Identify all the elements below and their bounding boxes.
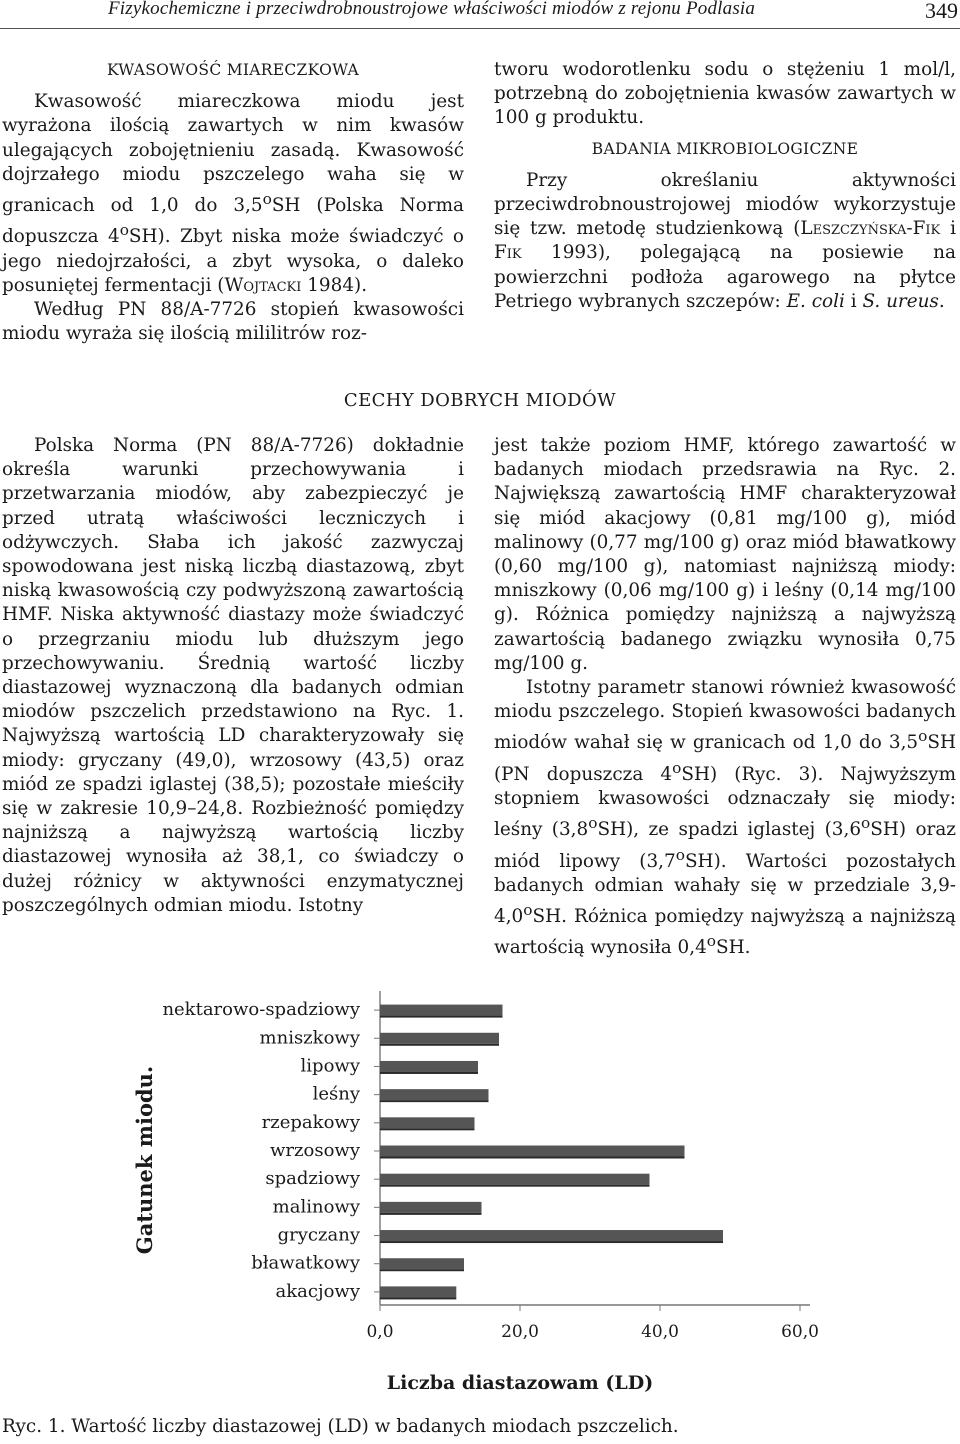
bar-shadow: [380, 1016, 503, 1018]
bar: [380, 1033, 499, 1044]
x-axis-title: Liczba diastazowam (LD): [386, 1372, 654, 1394]
x-tick-label: 60,0: [781, 1322, 819, 1342]
bar-shadow: [380, 1297, 456, 1299]
header-rule: [0, 28, 960, 29]
citation: Leszczyńska-Fik: [800, 218, 941, 240]
bar: [380, 1089, 489, 1100]
bar-shadow: [380, 1213, 482, 1215]
paragraph-kwasowosc-wyniki: Istotny parametr stanowi również kwasowość miodu pszczelego. Stopień kwasowości badanych miodów wahał się w granicach od 1,0 do 3,5$^o$SH (PN dopuszcza 4$^o$SH) (Ryc. 3). Najwyższym stopniem kwasowości odznaczały się miody: leśny (3,8$^o$SH), ze spadzi iglastej (3,6$^o$SH) oraz miód lipowy (3,7$^o$SH). Wartości pozostałych badanych odmian wahały się w przedziale 3,9-4,0$^o$SH. Różnica pomiędzy najwyższą a najniższą wartością wynosiła 0,4$^o$SH.: [494, 677, 957, 959]
figure-caption: Ryc. 1. Wartość liczby diastazowej (LD) w badanych miodach pszczelich.: [2, 1416, 679, 1437]
bar: [380, 1005, 503, 1016]
bar-shadow: [380, 1269, 464, 1271]
page-number: 349: [925, 0, 958, 23]
category-label: bławatkowy: [251, 1252, 360, 1274]
running-header-title: Fizykochemiczne i przeciwdrobnoustrojowe właściwości miodów z rejonu Podlasia: [108, 0, 756, 19]
bar-shadow: [380, 1044, 499, 1046]
category-label: wrzosowy: [270, 1140, 360, 1161]
x-tick-label: 0,0: [366, 1322, 394, 1342]
paragraph-continuation: tworu wodorotlenku sodu o stężeniu 1 mol/l, potrzebną do zobojętnienia kwasów zawartych w 100 g produktu.: [494, 59, 956, 129]
section-heading-cechy: CECHY DOBRYCH MIODÓW: [343, 390, 617, 411]
section-heading-kwasowosc: KWASOWOŚĆ MIARECZKOWA: [106, 61, 360, 79]
category-label: mniszkowy: [259, 1027, 360, 1049]
category-label: nektarowo-spadziowy: [162, 999, 360, 1021]
species-name: S. ureus: [862, 290, 939, 312]
top-right-column: [494, 58, 956, 314]
mid-left-column: [2, 434, 464, 918]
bar: [380, 1146, 685, 1157]
y-axis-title: Gatunek miodu.: [132, 1065, 157, 1255]
bar-shadow: [380, 1100, 489, 1102]
paragraph-mikrobiologiczne: Przy określaniu aktywności przeciwdrobnoustrojowej miodów wykorzystuje się tzw. metodę studzienkową (Leszczyńska-Fik i Fik 1993), polegającą na posiewie na powierzchni podłoża agarowego na płytce Petriego wybranych szczepów: E. coli i S. ureus.: [494, 169, 956, 312]
section-heading-mikrobiologiczne: BADANIA MIKROBIOLOGICZNE: [591, 139, 859, 158]
diastase-bar-chart: [0, 975, 960, 1405]
bar-shadow: [380, 1157, 685, 1159]
category-label: rzepakowy: [261, 1111, 360, 1133]
bar: [380, 1061, 478, 1072]
bar: [380, 1258, 464, 1269]
paragraph-hmf: jest także poziom HMF, którego zawartość w badanych miodach przedsrawia na Ryc. 2. Największą zawartością HMF charakteryzował się miód akacjowy (0,81 mg/100 g), miód malinowy (0,77 mg/100 g) oraz miód bławatkowy (0,60 mg/100 g), natomiast najniższą miody: mniszkowy (0,06 mg/100 g) i leśny (0,14 mg/100 g). Różnica pomiędzy najniższą a najwyższą zawartością badanego związku wynosiła 0,75 mg/100 g.: [494, 435, 956, 674]
bar: [380, 1286, 456, 1297]
paragraph-pn-norma: Według PN 88/A-7726 stopień kwasowości miodu wyraża się ilością mililitrów roz-: [2, 299, 464, 345]
category-label: malinowy: [272, 1196, 360, 1218]
mid-right-column: [494, 434, 956, 961]
category-label: leśny: [312, 1083, 360, 1105]
category-label: lipowy: [300, 1055, 360, 1077]
x-tick-label: 20,0: [501, 1322, 539, 1342]
bar-shadow: [380, 1128, 475, 1130]
bar-shadow: [380, 1241, 723, 1243]
x-tick-label: 40,0: [641, 1322, 679, 1342]
category-label: spadziowy: [265, 1168, 360, 1190]
citation: Wojtacki: [224, 274, 302, 296]
bar: [380, 1117, 475, 1128]
bar: [380, 1230, 723, 1241]
paragraph-polska-norma: Polska Norma (PN 88/A-7726) dokładnie określa warunki przechowywania i przetwarzania miodów, aby zabezpieczyć je przed utratą właściwości leczniczych i odżywczych. Słaba ich jakość zazwyczaj spowodowana jest niską liczbą diastazową, zbyt niską kwasowością czy podwyższoną zawartością HMF. Niska aktywność diastazy może świadczyć o przegrzaniu miodu lub dłuższym jego przechowywaniu. Średnią wartość liczby diastazowej wyznaczoną dla badanych odmian miodów pszczelich przedstawiono na Ryc. 1. Najwyższą wartością LD charakteryzowały się miody: gryczany (49,0), wrzosowy (43,5) oraz miód ze spadzi iglastej (38,5); pozostałe mieściły się w zakresie 10,9–24,8. Rozbieżność pomiędzy najniższą a najwyższą wartością liczby diastazowej wynosiła aż 38,1, co świadczy o dużej różnicy w aktywności enzymatycznej poszczególnych odmian miodu. Istotny: [2, 435, 464, 916]
bar: [380, 1202, 482, 1213]
top-left-column: [2, 52, 464, 346]
paragraph-kwasowosc: Kwasowość miareczkowa miodu jest wyrażona ilością zawartych w nim kwasów ulegających zobojętnieniu zasadą. Kwasowość dojrzałego miodu pszczelego waha się w granicach od 1,0 do 3,5$^o$SH (Polska Norma dopuszcza 4$^o$SH). Zbyt niska może świadczyć o jego niedojrzałości, a zbyt wysoka, o daleko posuniętej fermentacji (Wojtacki 1984).: [2, 91, 464, 296]
citation: Fik: [494, 242, 522, 264]
bar-shadow: [380, 1185, 650, 1187]
bar-shadow: [380, 1072, 478, 1074]
category-label: gryczany: [277, 1224, 360, 1246]
bar: [380, 1174, 650, 1185]
category-label: akacjowy: [275, 1280, 360, 1302]
species-name: E. coli: [786, 290, 845, 312]
